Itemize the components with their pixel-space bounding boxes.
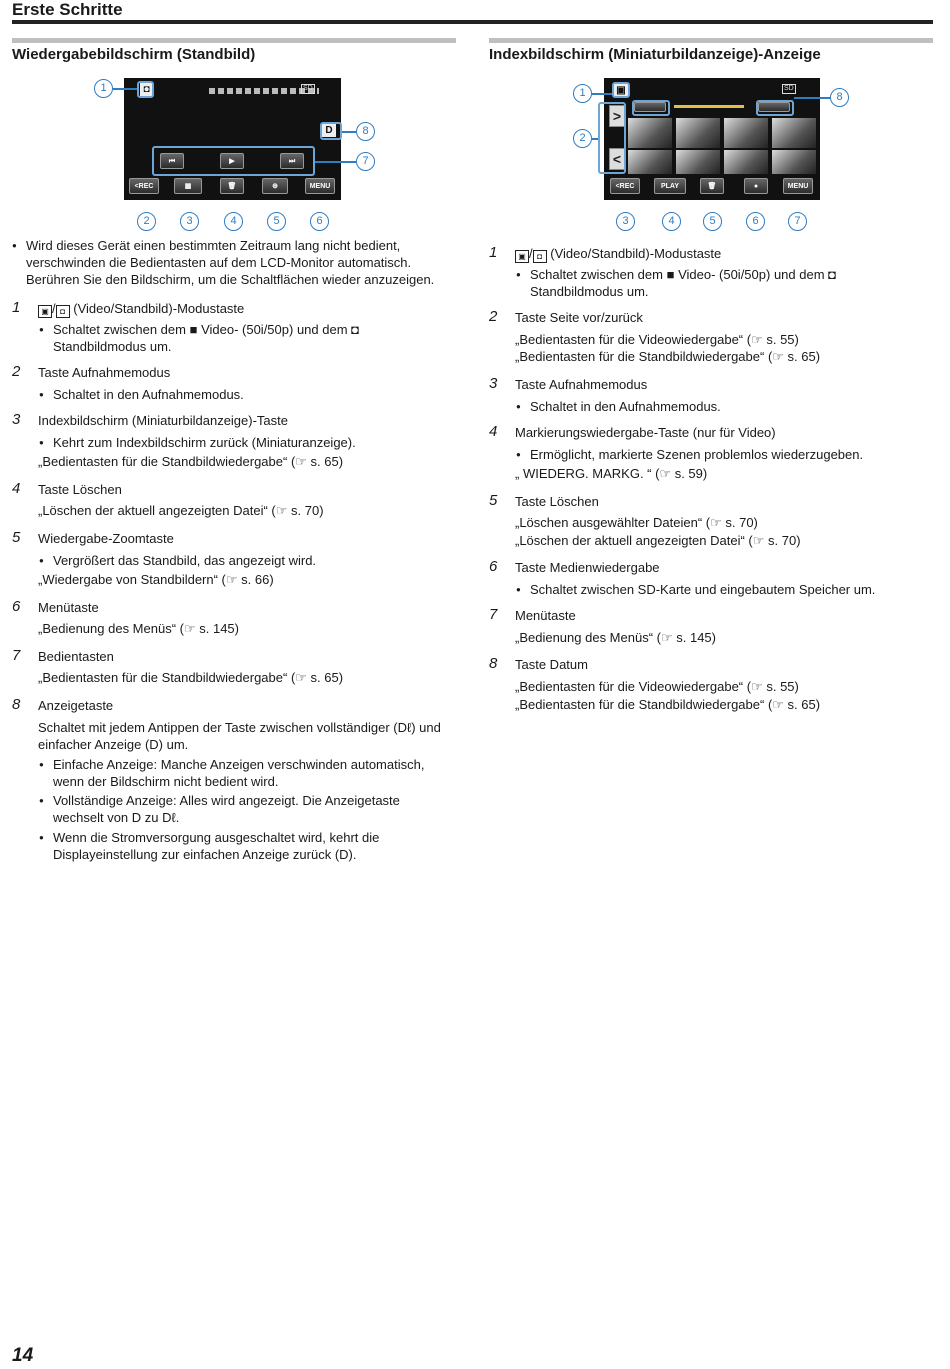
intro-note: ● Wird dieses Gerät einen bestimmten Zeitraum lang nicht bedient, verschwinden die Bedientasten auf dem LCD-Monitor automatisch. Berühren Sie den Bildschirm, um die Schaltflächen wieder anzuzeigen. [26, 237, 466, 288]
item-number: 4 [12, 480, 21, 497]
video-mode-icon[interactable]: ▣ [614, 84, 628, 97]
callout-1: 1 [94, 79, 113, 98]
callout-6-right: 6 [746, 212, 765, 231]
camera-icon: ◘ [351, 322, 360, 337]
sd-badge-right: SD [784, 85, 794, 92]
item-title: Taste Aufnahmemodus [38, 365, 171, 380]
leader-8-right [794, 97, 830, 99]
item-title: Taste Medienwiedergabe [515, 560, 660, 575]
cross-reference-link[interactable]: „Bedienung des Menüs“ (☞ s. 145) [515, 630, 716, 645]
item-number: 1 [489, 244, 498, 261]
item-number: 7 [12, 647, 21, 664]
callout-8: 8 [356, 122, 375, 141]
mode-icon-frame-right [612, 82, 630, 98]
cross-reference-link[interactable]: „Bedientasten für die Standbildwiedergabe“ (☞ s. 65) [38, 454, 344, 469]
item-number: 2 [12, 363, 21, 380]
video-icon: ■ [189, 322, 198, 337]
rec-button-right[interactable]: <REC [610, 178, 640, 194]
item-bullet: ● Kehrt zum Indexbildschirm zurück (Miniaturanzeige). [53, 434, 356, 451]
item-title: Bedientasten [38, 649, 114, 664]
item-bullet: ● Schaltet zwischen dem ■ Video- (50i/50p) und dem ◘ [53, 321, 453, 338]
delete-button[interactable]: 🗑 [220, 178, 244, 194]
thumbnail[interactable] [628, 150, 672, 174]
page-title: Erste Schritte [12, 0, 123, 19]
callout-6: 6 [310, 212, 329, 231]
item-bullet: ● Wenn die Stromversorgung ausgeschaltet wird, kehrt die [53, 829, 379, 846]
thumbnail[interactable] [772, 150, 816, 174]
zoom-button[interactable]: ⊕ [262, 178, 288, 194]
cross-reference-link[interactable]: „Bedientasten für die Videowiedergabe“ (☞ s. 55) [515, 332, 799, 347]
callout-5-right: 5 [703, 212, 722, 231]
item-title: Menütaste [38, 600, 99, 615]
date-button-frame-left [632, 100, 670, 116]
marked-play-button[interactable]: PLAY [654, 178, 686, 194]
item-number: 7 [489, 606, 498, 623]
camera-mode-icon[interactable]: ◘ [140, 83, 153, 96]
mode-icon-frame [137, 81, 154, 98]
callout-4: 4 [224, 212, 243, 231]
thumbnail[interactable] [772, 118, 816, 148]
index-screen [604, 78, 820, 200]
item-bullet: ● Schaltet in den Aufnahmemodus. [53, 386, 244, 403]
cross-reference-link[interactable]: „Bedientasten für die Standbildwiedergabe“ (☞ s. 65) [515, 349, 821, 364]
callout-7: 7 [356, 152, 375, 171]
item-bullet: ● Vergrößert das Standbild, das angezeigt wird. [53, 552, 316, 569]
item-bullet-cont: Displayeinstellung zur einfachen Anzeige zurück (D). [53, 847, 357, 862]
item-title: Indexbildschirm (Miniaturbildanzeige)-Taste [38, 413, 288, 428]
item-number: 3 [489, 375, 498, 392]
item-bullet: ● Schaltet in den Aufnahmemodus. [530, 398, 721, 415]
item-title: Menütaste [515, 608, 576, 623]
item-bullet: ● Ermöglicht, markierte Szenen problemlos wiederzugeben. [530, 446, 863, 463]
item-number: 3 [12, 411, 21, 428]
leader-7 [315, 161, 356, 163]
index-button[interactable]: ▦ [174, 178, 202, 194]
callout-4-right: 4 [662, 212, 681, 231]
video-icon: ■ [666, 267, 675, 282]
item-number: 2 [489, 308, 498, 325]
right-section-title: Indexbildschirm (Miniaturbildanzeige)-Anzeige [489, 46, 821, 63]
cross-reference-link[interactable]: „Bedientasten für die Videowiedergabe“ (☞ s. 55) [515, 679, 799, 694]
item-title: Taste Löschen [38, 482, 122, 497]
item-number: 5 [12, 529, 21, 546]
item-text: Schaltet mit jedem Antippen der Taste zwischen vollständiger (Dℓ) und [38, 720, 441, 735]
display-button[interactable]: D [322, 124, 336, 137]
cross-reference-link[interactable]: „Löschen ausgewählter Dateien“ (☞ s. 70) [515, 515, 758, 530]
item-title: Markierungswiedergabe-Taste (nur für Video) [515, 425, 776, 440]
left-section-title: Wiedergabebildschirm (Standbild) [12, 46, 256, 63]
cross-reference-link[interactable]: „Bedientasten für die Standbildwiedergabe“ (☞ s. 65) [515, 697, 821, 712]
callout-5: 5 [267, 212, 286, 231]
play-button[interactable]: ▶ [220, 153, 244, 169]
item-bullet: ● Vollständige Anzeige: Alles wird angezeigt. Die Anzeigetaste [53, 792, 400, 809]
skip-forward-button[interactable]: ⏭ [280, 153, 304, 169]
display-button-frame [320, 122, 342, 140]
thumbnail[interactable] [724, 118, 768, 148]
thumbnail[interactable] [676, 150, 720, 174]
media-button[interactable]: ● [744, 178, 768, 194]
callout-1-right: 1 [573, 84, 592, 103]
controls-frame [152, 146, 315, 176]
item-title: Anzeigetaste [38, 698, 114, 713]
page-arrows-frame [598, 102, 626, 174]
mode-toggle-icon: ▣ [515, 250, 529, 263]
item-title: Taste Datum [515, 657, 588, 672]
callout-2-right: 2 [573, 129, 592, 148]
item-number: 8 [12, 696, 21, 713]
callout-7-right: 7 [788, 212, 807, 231]
thumbnail[interactable] [676, 118, 720, 148]
item-title: Taste Aufnahmemodus [515, 377, 648, 392]
cross-reference-link[interactable]: „Bedienung des Menüs“ (☞ s. 145) [38, 621, 239, 636]
mode-toggle-icon: ▣ [38, 305, 52, 318]
right-section-rule [489, 38, 933, 43]
callout-2: 2 [137, 212, 156, 231]
leader-8 [342, 131, 356, 133]
leader-2-right [592, 138, 598, 140]
date-button-frame-right [756, 100, 794, 116]
cross-reference-link[interactable]: „Löschen der aktuell angezeigten Datei“ (☞ s. 70) [38, 503, 324, 518]
item-title: ▣ / ◘ (Video/Standbild)-Modustaste [515, 245, 721, 263]
leader-1 [113, 88, 137, 90]
callout-3: 3 [180, 212, 199, 231]
thumbnail[interactable] [724, 150, 768, 174]
cross-reference-link[interactable]: „Wiedergabe von Standbildern“ (☞ s. 66) [38, 572, 274, 587]
cross-reference-link[interactable]: „Bedientasten für die Standbildwiedergabe“ (☞ s. 65) [38, 670, 344, 685]
leader-1-right [592, 93, 612, 95]
page-number: 14 [12, 1345, 34, 1366]
camera-icon: ◘ [56, 305, 70, 318]
page-forward-button[interactable]: > [609, 105, 625, 127]
item-title: ▣ / ◘ (Video/Standbild)-Modustaste [38, 300, 244, 318]
item-bullet-cont: wenn der Bildschirm nicht bedient wird. [53, 774, 279, 789]
skip-back-button[interactable]: ⏮ [160, 153, 184, 169]
item-number: 4 [489, 423, 498, 440]
cross-reference-link[interactable]: „Löschen der aktuell angezeigten Datei“ (☞ s. 70) [515, 533, 801, 548]
item-number: 6 [489, 558, 498, 575]
thumbnail[interactable] [628, 118, 672, 148]
page-header [12, 0, 933, 26]
item-number: 8 [489, 655, 498, 672]
menu-button[interactable]: MENU [305, 178, 335, 194]
cross-reference-link[interactable]: „ WIEDERG. MARKG. “ (☞ s. 59) [515, 466, 708, 481]
item-title: Taste Seite vor/zurück [515, 310, 643, 325]
item-bullet: ● Einfache Anzeige: Manche Anzeigen verschwinden automatisch, [53, 756, 424, 773]
camera-icon: ◘ [533, 250, 547, 263]
delete-button-right[interactable]: 🗑 [700, 178, 724, 194]
page-back-button[interactable]: < [609, 148, 625, 170]
header-rule [12, 20, 933, 24]
left-section-rule [12, 38, 456, 43]
date-slider[interactable] [674, 105, 744, 108]
camera-icon: ◘ [828, 267, 837, 282]
item-title: Taste Löschen [515, 494, 599, 509]
item-title: Wiedergabe-Zoomtaste [38, 531, 174, 546]
item-number: 1 [12, 299, 21, 316]
item-number: 5 [489, 492, 498, 509]
item-bullet-cont: wechselt von D zu Dℓ. [53, 810, 180, 825]
callout-8-right: 8 [830, 88, 849, 107]
callout-3-right: 3 [616, 212, 635, 231]
playback-screen [124, 78, 341, 200]
item-number: 6 [12, 598, 21, 615]
item-bullet: ● Schaltet zwischen dem ■ Video- (50i/50p) und dem ◘ [530, 266, 930, 283]
item-bullet-cont: Standbildmodus um. [530, 284, 649, 299]
sd-badge: SD [303, 85, 313, 92]
item-bullet: ● Schaltet zwischen SD-Karte und eingebautem Speicher um. [530, 581, 875, 598]
item-text: einfacher Anzeige (D) um. [38, 737, 189, 752]
menu-button-right[interactable]: MENU [783, 178, 813, 194]
item-bullet-cont: Standbildmodus um. [53, 339, 172, 354]
rec-button[interactable]: <REC [129, 178, 159, 194]
